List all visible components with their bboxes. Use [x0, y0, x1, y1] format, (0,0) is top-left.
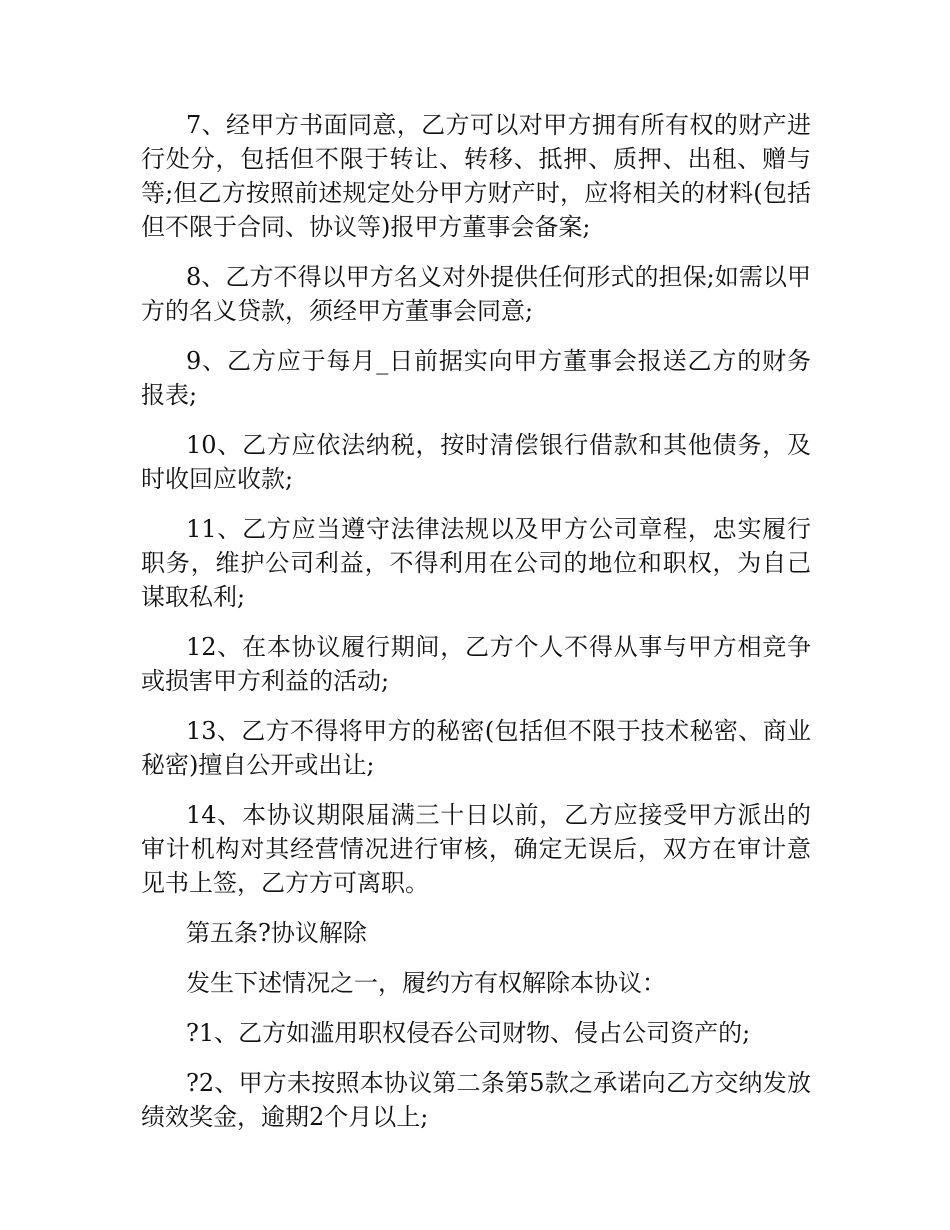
clause-7: 7、经甲方书面同意，乙方可以对甲方拥有所有权的财产进行处分，包括但不限于转让、转移、抵押、质押、出租、赠与等;但乙方按照前述规定处分甲方财产时，应将相关的材料(包括但不限于合同、协议等)报甲方董事会备案;: [141, 111, 811, 241]
clause-10: 10、乙方应依法纳税，按时清偿银行借款和其他债务，及时收回应收款;: [141, 431, 811, 493]
clause-13: 13、乙方不得将甲方的秘密(包括但不限于技术秘密、商业秘密)擅自公开或出让;: [141, 717, 811, 779]
termination-item-1: ?1、乙方如滥用职权侵吞公司财物、侵占公司资产的;: [186, 1019, 751, 1047]
clause-12: 12、在本协议履行期间，乙方个人不得从事与甲方相竞争或损害甲方利益的活动;: [141, 633, 811, 695]
clause-11: 11、乙方应当遵守法律法规以及甲方公司章程，忠实履行职务，维护公司利益，不得利用在公司的地位和职权，为自己谋取私利;: [141, 515, 811, 611]
article-5-heading: 第五条?协议解除: [186, 919, 367, 947]
clause-8: 8、乙方不得以甲方名义对外提供任何形式的担保;如需以甲方的名义贷款，须经甲方董事会同意;: [141, 263, 811, 325]
clause-9: 9、乙方应于每月_日前据实向甲方董事会报送乙方的财务报表;: [141, 347, 811, 409]
document-body: [141, 108, 811, 1150]
clause-14: 14、本协议期限届满三十日以前，乙方应接受甲方派出的审计机构对其经营情况进行审核，确定无误后，双方在审计意见书上签，乙方方可离职。: [141, 801, 811, 897]
termination-item-2: ?2、甲方未按照本协议第二条第5款之承诺向乙方交纳发放绩效奖金，逾期2个月以上;: [141, 1069, 811, 1131]
termination-intro: 发生下述情况之一，履约方有权解除本协议：: [186, 969, 666, 997]
